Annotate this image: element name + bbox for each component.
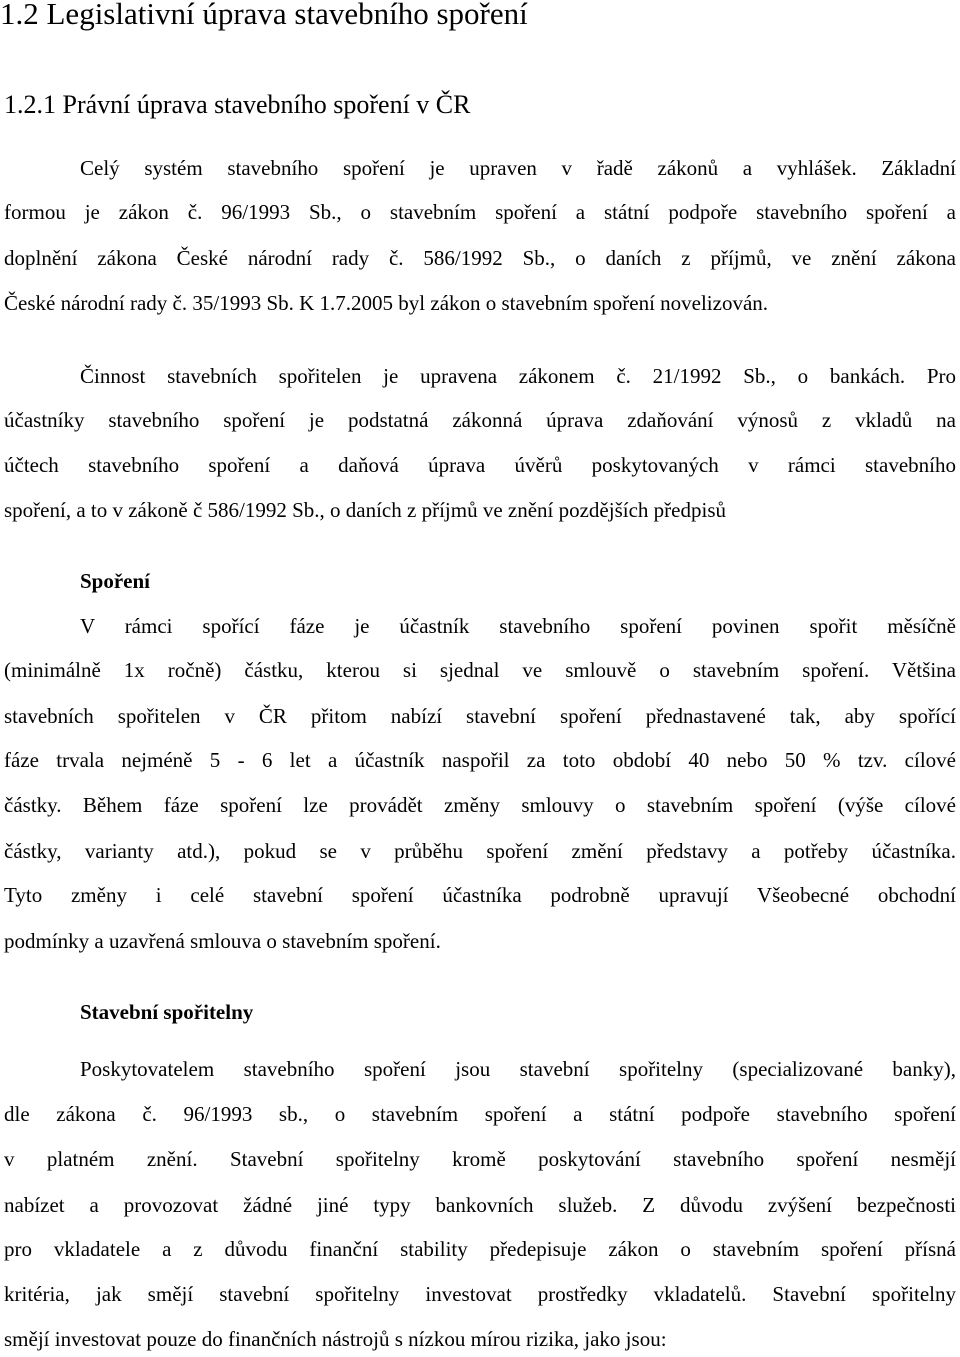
- paragraph-line: podmínky a uzavřená smlouva o stavebním spoření.: [4, 929, 441, 953]
- paragraph-line: spoření, a to v zákoně č 586/1992 Sb., o daních z příjmů ve znění pozdějších předpisů: [4, 498, 726, 522]
- paragraph-line: účtech stavebního spoření a daňová úprava úvěrů poskytovaných v rámci stavebního: [4, 453, 956, 477]
- paragraph-line: Činnost stavebních spořitelen je upravena zákonem č. 21/1992 Sb., o bankách. Pro: [80, 364, 956, 388]
- paragraph-line: formou je zákon č. 96/1993 Sb., o stavebním spoření a státní podpoře stavebního spoření a: [4, 200, 956, 224]
- paragraph-line: smějí investovat pouze do finančních nástrojů s nízkou mírou rizika, jako jsou:: [4, 1327, 667, 1351]
- section-title: 1.2 Legislativní úprava stavebního spoření: [0, 0, 528, 31]
- paragraph-line: částky. Během fáze spoření lze provádět změny smlouvy o stavebním spoření (výše cílové: [4, 793, 956, 817]
- paragraph-line: Celý systém stavebního spoření je upraven v řadě zákonů a vyhlášek. Základní: [80, 156, 956, 180]
- paragraph-line: nabízet a provozovat žádné jiné typy bankovních služeb. Z důvodu zvýšení bezpečnosti: [4, 1193, 956, 1217]
- paragraph-line: (minimálně 1x ročně) částku, kterou si sjednal ve smlouvě o stavebním spoření. Většina: [4, 658, 956, 682]
- paragraph-line: České národní rady č. 35/1993 Sb. K 1.7.2005 byl zákon o stavebním spoření novelizován.: [4, 291, 769, 315]
- paragraph-line: pro vkladatele a z důvodu finanční stability předepisuje zákon o stavebním spoření přísná: [4, 1237, 956, 1261]
- paragraph-line: Tyto změny i celé stavební spoření účastníka podrobně upravují Všeobecné obchodní: [4, 883, 956, 907]
- paragraph-line: kritéria, jak smějí stavební spořitelny investovat prostředky vkladatelů. Stavební spořitelny: [4, 1282, 956, 1306]
- paragraph-line: částky, varianty atd.), pokud se v průběhu spoření změní představy a potřeby účastníka.: [4, 839, 956, 863]
- paragraph-line: doplnění zákona České národní rady č. 586/1992 Sb., o daních z příjmů, ve znění zákona: [4, 246, 956, 270]
- paragraph-line: v platném znění. Stavební spořitelny kromě poskytování stavebního spoření nesmějí: [4, 1147, 956, 1171]
- paragraph-line: V rámci spořící fáze je účastník stavebního spoření povinen spořit měsíčně: [80, 614, 956, 638]
- paragraph-line: stavebních spořitelen v ČR přitom nabízí stavební spoření přednastavené tak, aby spořící: [4, 704, 956, 728]
- subsection-title: 1.2.1 Právní úprava stavebního spoření v ČR: [4, 90, 471, 119]
- section-heading-stavebni-sporitelny: Stavební spořitelny: [80, 1000, 254, 1024]
- paragraph-line: Poskytovatelem stavebního spoření jsou stavební spořitelny (specializované banky),: [80, 1057, 956, 1081]
- paragraph-line: dle zákona č. 96/1993 sb., o stavebním spoření a státní podpoře stavebního spoření: [4, 1102, 956, 1126]
- section-heading-sporeni: Spoření: [80, 569, 151, 593]
- paragraph-line: fáze trvala nejméně 5 - 6 let a účastník naspořil za toto období 40 nebo 50 % tzv. cílové: [4, 748, 956, 772]
- paragraph-line: účastníky stavebního spoření je podstatná zákonná úprava zdaňování výnosů z vkladů na: [4, 408, 956, 432]
